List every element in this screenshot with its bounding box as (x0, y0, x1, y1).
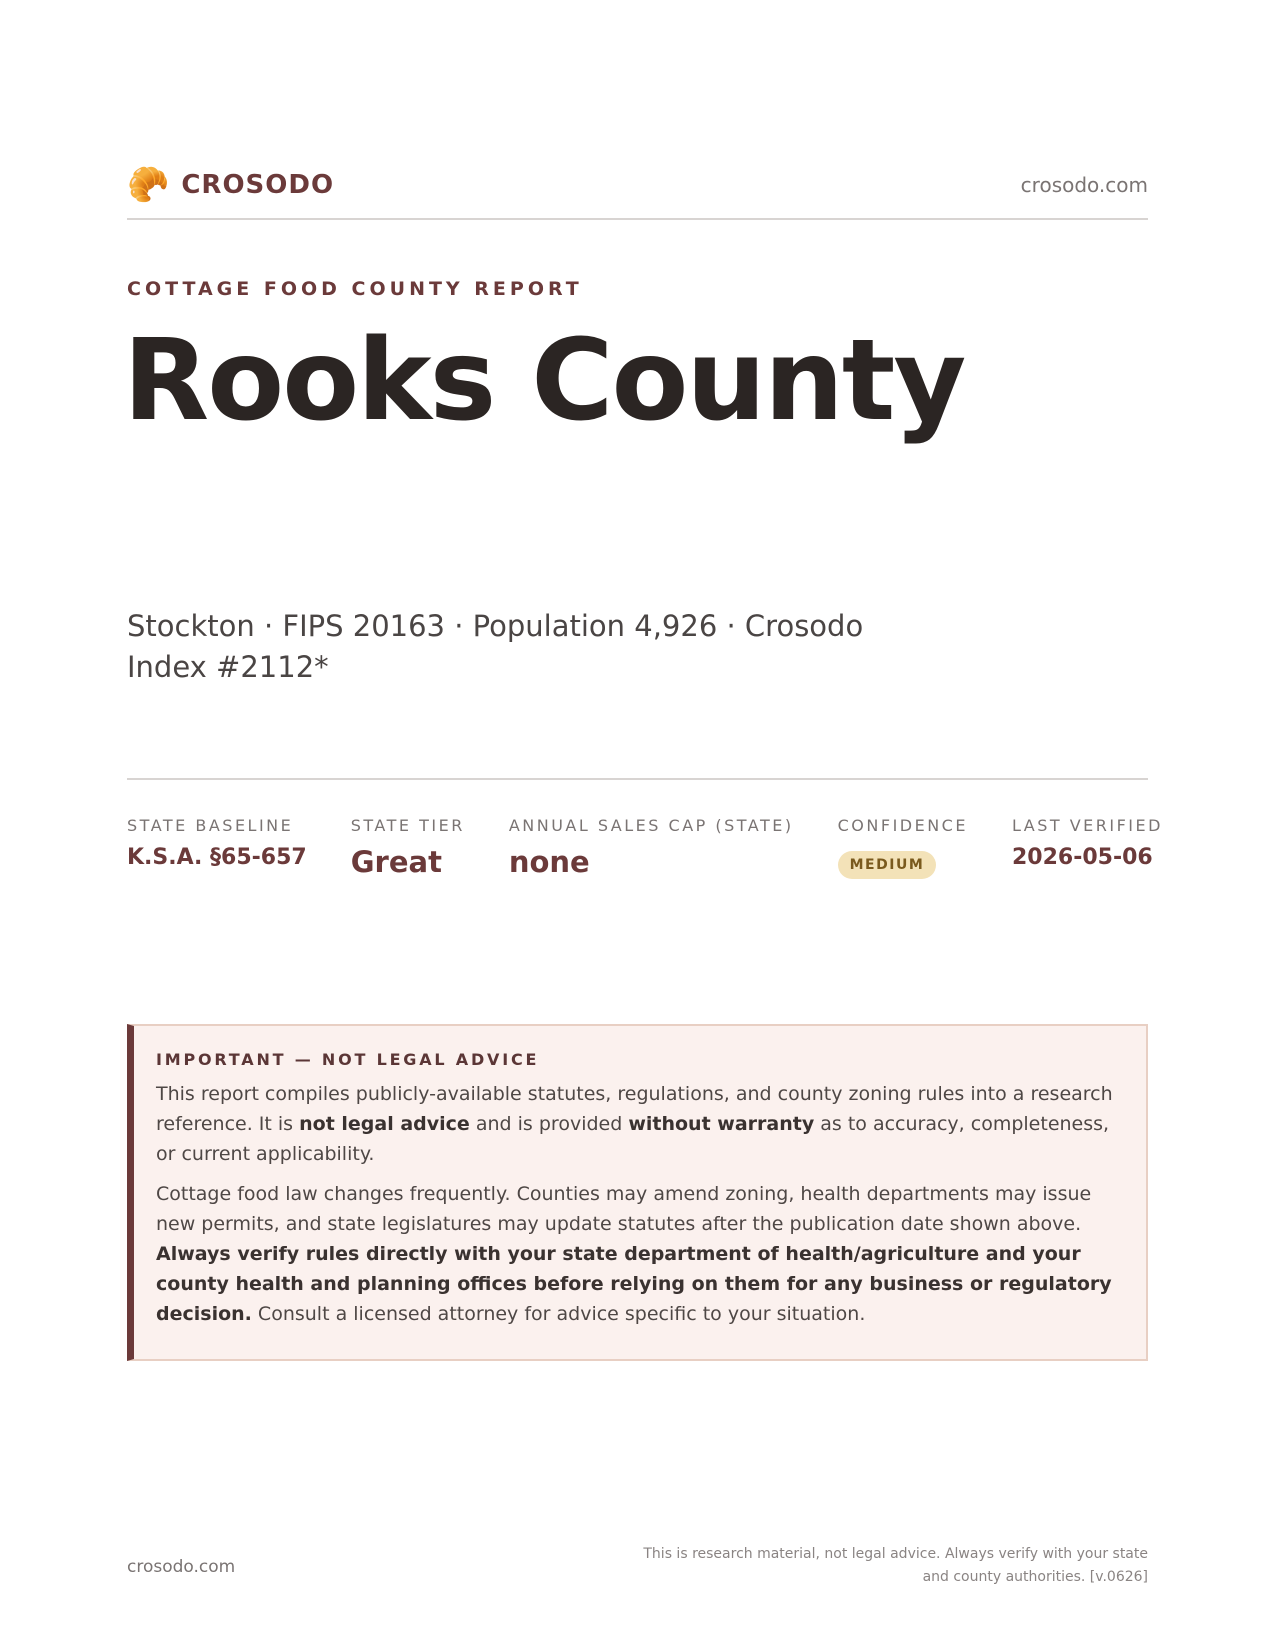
stats-row (127, 778, 1163, 879)
stat-label: LAST VERIFIED (1011, 816, 1163, 835)
stat-annual-sales-cap (509, 816, 794, 879)
legal-notice (127, 1024, 1148, 1361)
notice-text: This report compiles publicly-available statutes, regulations, and county zoning rules into a research reference. It is (156, 1083, 1113, 1135)
stat-value: K.S.A. §65-657 (127, 845, 307, 870)
stat-value: none (508, 845, 590, 879)
notice-paragraph (156, 1179, 1120, 1329)
stat-value: Great (350, 845, 442, 879)
notice-text: as to accuracy, completeness, or current applicability. (156, 1113, 1110, 1165)
notice-text: Consult a licensed attorney for advice specific to your situation. (251, 1303, 866, 1325)
page-title: Rooks County (123, 316, 965, 446)
report-page (123, 0, 1163, 1650)
stat-state-tier (351, 816, 465, 879)
footer-disclaimer: This is research material, not legal advice. Always verify with your state and county authorities. [v.0626] (643, 1546, 1148, 1585)
notice-paragraph (156, 1079, 1120, 1169)
stat-label: CONFIDENCE (837, 816, 968, 835)
notice-emphasis: without warranty (628, 1113, 815, 1135)
brand[interactable] (127, 165, 335, 205)
notice-title: IMPORTANT — NOT LEGAL ADVICE (156, 1050, 540, 1069)
stat-confidence (838, 816, 968, 879)
report-type-label: COTTAGE FOOD COUNTY REPORT (127, 278, 583, 300)
stat-value: 2026-05-06 (1011, 845, 1153, 870)
croissant-icon: 🥐 (127, 165, 170, 205)
notice-emphasis: not legal advice (299, 1113, 470, 1135)
site-link[interactable]: crosodo.com (1020, 173, 1148, 197)
stat-label: STATE TIER (350, 816, 465, 835)
county-summary: Stockton · FIPS 20163 · Population 4,926 · Crosodo Index #2112* (127, 609, 864, 684)
notice-emphasis: Always verify rules directly with your state department of health/agriculture and your county health and planning offices before relying on them for any business or regulatory decision. (156, 1243, 1112, 1325)
notice-text: Cottage food law changes frequently. Counties may amend zoning, health departments may issue new permits, and state legislatures may update statutes after the publication date shown above. (156, 1183, 1092, 1235)
footer-site-link[interactable]: crosodo.com (127, 1557, 236, 1577)
confidence-badge: MEDIUM (838, 851, 937, 879)
page-header (127, 160, 1148, 220)
stat-label: ANNUAL SALES CAP (STATE) (508, 816, 794, 835)
stat-label: STATE BASELINE (127, 816, 294, 835)
notice-text: and is provided (469, 1113, 629, 1135)
stat-state-baseline (127, 816, 307, 879)
brand-name: CROSODO (181, 170, 335, 200)
stat-last-verified (1012, 816, 1163, 879)
